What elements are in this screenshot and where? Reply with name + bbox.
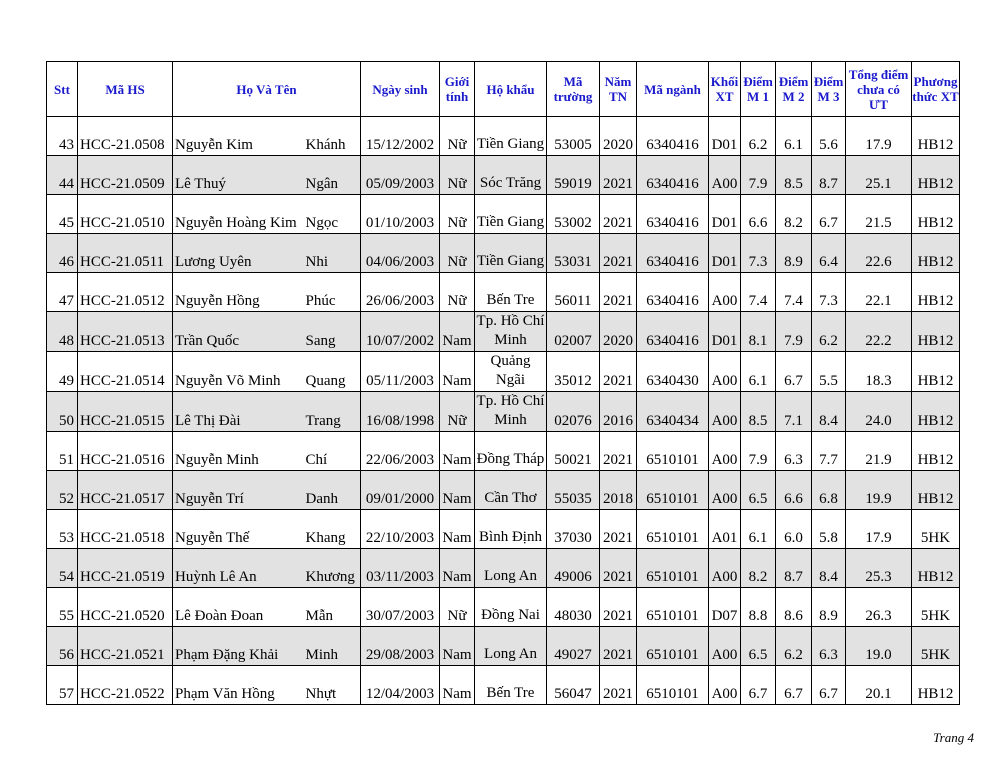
- header-ho-ten: Họ Và Tên: [173, 62, 361, 117]
- cell-ma-hs: HCC-21.0514: [78, 352, 173, 392]
- cell-gioi-tinh: Nữ: [440, 392, 475, 432]
- cell-nam-tn: 2021: [600, 666, 637, 705]
- cell-ho: Nguyễn Hồng: [173, 273, 304, 312]
- cell-ten: Minh: [304, 627, 361, 666]
- cell-diem-m1: 6.2: [741, 117, 776, 156]
- cell-ho: Nguyễn Thế: [173, 510, 304, 549]
- cell-khoi-xt: A00: [709, 666, 741, 705]
- table-row: [47, 588, 960, 627]
- cell-phuong-thuc: 5HK: [912, 510, 960, 549]
- cell-ma-nganh: 6340416: [637, 234, 709, 273]
- cell-ho: Nguyễn Kim: [173, 117, 304, 156]
- cell-khoi-xt: A00: [709, 156, 741, 195]
- cell-ho: Lê Đoàn Đoan: [173, 588, 304, 627]
- cell-stt: 49: [47, 352, 78, 392]
- cell-diem-m3: 8.4: [812, 549, 846, 588]
- cell-diem-m2: 6.7: [776, 666, 812, 705]
- cell-diem-m1: 6.5: [741, 627, 776, 666]
- cell-gioi-tinh: Nam: [440, 510, 475, 549]
- cell-ma-nganh: 6510101: [637, 627, 709, 666]
- cell-ten: Mẫn: [304, 588, 361, 627]
- cell-ma-truong: 55035: [547, 471, 600, 510]
- cell-nam-tn: 2020: [600, 117, 637, 156]
- cell-gioi-tinh: Nữ: [440, 117, 475, 156]
- cell-ten: Sang: [304, 312, 361, 352]
- cell-khoi-xt: A00: [709, 273, 741, 312]
- cell-ten: Ngân: [304, 156, 361, 195]
- cell-tong-diem: 19.9: [846, 471, 912, 510]
- cell-ma-nganh: 6340416: [637, 312, 709, 352]
- cell-tong-diem: 25.3: [846, 549, 912, 588]
- cell-khoi-xt: A00: [709, 392, 741, 432]
- cell-gioi-tinh: Nam: [440, 627, 475, 666]
- cell-diem-m2: 8.9: [776, 234, 812, 273]
- cell-stt: 43: [47, 117, 78, 156]
- table-row: [47, 471, 960, 510]
- table-row: [47, 234, 960, 273]
- cell-ma-nganh: 6510101: [637, 432, 709, 471]
- cell-ma-nganh: 6510101: [637, 510, 709, 549]
- cell-ngay-sinh: 26/06/2003: [361, 273, 440, 312]
- cell-ma-hs: HCC-21.0512: [78, 273, 173, 312]
- cell-ma-truong: 50021: [547, 432, 600, 471]
- cell-stt: 45: [47, 195, 78, 234]
- cell-diem-m1: 7.9: [741, 156, 776, 195]
- cell-diem-m2: 7.4: [776, 273, 812, 312]
- cell-ma-nganh: 6340416: [637, 117, 709, 156]
- cell-phuong-thuc: HB12: [912, 352, 960, 392]
- cell-ho-khau: Bến Tre: [475, 666, 547, 705]
- cell-ho: Lương Uyên: [173, 234, 304, 273]
- cell-ma-truong: 37030: [547, 510, 600, 549]
- cell-ma-hs: HCC-21.0517: [78, 471, 173, 510]
- cell-nam-tn: 2021: [600, 588, 637, 627]
- cell-diem-m2: 8.5: [776, 156, 812, 195]
- cell-nam-tn: 2021: [600, 549, 637, 588]
- cell-khoi-xt: A00: [709, 352, 741, 392]
- cell-phuong-thuc: HB12: [912, 195, 960, 234]
- cell-diem-m2: 8.2: [776, 195, 812, 234]
- cell-ma-truong: 48030: [547, 588, 600, 627]
- header-stt: Stt: [47, 62, 78, 117]
- cell-ho-khau: Long An: [475, 549, 547, 588]
- cell-diem-m1: 6.6: [741, 195, 776, 234]
- cell-ngay-sinh: 03/11/2003: [361, 549, 440, 588]
- cell-stt: 52: [47, 471, 78, 510]
- cell-ma-nganh: 6510101: [637, 549, 709, 588]
- cell-ten: Phúc: [304, 273, 361, 312]
- cell-ma-nganh: 6510101: [637, 666, 709, 705]
- cell-diem-m3: 8.7: [812, 156, 846, 195]
- cell-ngay-sinh: 09/01/2000: [361, 471, 440, 510]
- cell-diem-m3: 6.7: [812, 195, 846, 234]
- cell-ho-khau: Đồng Tháp: [475, 432, 547, 471]
- cell-tong-diem: 17.9: [846, 510, 912, 549]
- cell-gioi-tinh: Nữ: [440, 156, 475, 195]
- cell-ho-khau: Đồng Nai: [475, 588, 547, 627]
- header-tong-diem: Tổng điểm chưa có ƯT: [846, 62, 912, 117]
- cell-ngay-sinh: 16/08/1998: [361, 392, 440, 432]
- cell-phuong-thuc: HB12: [912, 273, 960, 312]
- cell-ten: Quang: [304, 352, 361, 392]
- cell-ma-truong: 53005: [547, 117, 600, 156]
- cell-phuong-thuc: HB12: [912, 117, 960, 156]
- cell-diem-m1: 8.8: [741, 588, 776, 627]
- cell-diem-m1: 6.7: [741, 666, 776, 705]
- cell-tong-diem: 18.3: [846, 352, 912, 392]
- cell-ho: Trần Quốc: [173, 312, 304, 352]
- cell-diem-m3: 6.7: [812, 666, 846, 705]
- cell-gioi-tinh: Nữ: [440, 195, 475, 234]
- cell-stt: 50: [47, 392, 78, 432]
- cell-ma-nganh: 6510101: [637, 588, 709, 627]
- cell-phuong-thuc: HB12: [912, 471, 960, 510]
- cell-phuong-thuc: 5HK: [912, 627, 960, 666]
- cell-nam-tn: 2018: [600, 471, 637, 510]
- cell-stt: 53: [47, 510, 78, 549]
- header-nam-tn: Năm TN: [600, 62, 637, 117]
- cell-gioi-tinh: Nữ: [440, 234, 475, 273]
- cell-diem-m3: 5.5: [812, 352, 846, 392]
- cell-khoi-xt: A00: [709, 549, 741, 588]
- cell-ho: Phạm Văn Hồng: [173, 666, 304, 705]
- header-gioi-tinh: Giới tính: [440, 62, 475, 117]
- cell-ma-truong: 49006: [547, 549, 600, 588]
- cell-diem-m1: 6.5: [741, 471, 776, 510]
- cell-ten: Nhựt: [304, 666, 361, 705]
- cell-phuong-thuc: HB12: [912, 156, 960, 195]
- cell-ngay-sinh: 30/07/2003: [361, 588, 440, 627]
- cell-ma-hs: HCC-21.0510: [78, 195, 173, 234]
- cell-diem-m2: 8.7: [776, 549, 812, 588]
- cell-tong-diem: 26.3: [846, 588, 912, 627]
- cell-ma-truong: 35012: [547, 352, 600, 392]
- header-diem-m1: Điểm M 1: [741, 62, 776, 117]
- cell-diem-m1: 7.3: [741, 234, 776, 273]
- cell-diem-m2: 6.7: [776, 352, 812, 392]
- cell-diem-m3: 6.8: [812, 471, 846, 510]
- cell-khoi-xt: A00: [709, 627, 741, 666]
- cell-ngay-sinh: 05/11/2003: [361, 352, 440, 392]
- cell-diem-m3: 6.2: [812, 312, 846, 352]
- cell-ma-hs: HCC-21.0518: [78, 510, 173, 549]
- cell-diem-m3: 5.6: [812, 117, 846, 156]
- cell-gioi-tinh: Nữ: [440, 588, 475, 627]
- admission-table: [46, 61, 960, 705]
- cell-diem-m3: 5.8: [812, 510, 846, 549]
- cell-ho-khau: Tp. Hồ Chí Minh: [475, 312, 547, 352]
- cell-ma-truong: 49027: [547, 627, 600, 666]
- cell-nam-tn: 2020: [600, 312, 637, 352]
- cell-ten: Khánh: [304, 117, 361, 156]
- cell-khoi-xt: D01: [709, 195, 741, 234]
- cell-ho: Lê Thuý: [173, 156, 304, 195]
- cell-ma-hs: HCC-21.0521: [78, 627, 173, 666]
- cell-diem-m1: 6.1: [741, 510, 776, 549]
- cell-ma-hs: HCC-21.0508: [78, 117, 173, 156]
- header-diem-m3: Điểm M 3: [812, 62, 846, 117]
- cell-diem-m2: 6.0: [776, 510, 812, 549]
- cell-tong-diem: 17.9: [846, 117, 912, 156]
- cell-gioi-tinh: Nam: [440, 312, 475, 352]
- table-row: [47, 510, 960, 549]
- cell-diem-m3: 7.3: [812, 273, 846, 312]
- cell-ten: Khương: [304, 549, 361, 588]
- cell-ma-hs: HCC-21.0515: [78, 392, 173, 432]
- cell-stt: 47: [47, 273, 78, 312]
- table-row: [47, 432, 960, 471]
- header-ngay-sinh: Ngày sinh: [361, 62, 440, 117]
- cell-ma-hs: HCC-21.0513: [78, 312, 173, 352]
- table-row: [47, 627, 960, 666]
- cell-khoi-xt: D01: [709, 117, 741, 156]
- cell-ho-khau: Quảng Ngãi: [475, 352, 547, 392]
- cell-diem-m2: 7.9: [776, 312, 812, 352]
- cell-ma-nganh: 6510101: [637, 471, 709, 510]
- cell-phuong-thuc: 5HK: [912, 588, 960, 627]
- cell-ma-hs: HCC-21.0522: [78, 666, 173, 705]
- cell-ho-khau: Tp. Hồ Chí Minh: [475, 392, 547, 432]
- cell-diem-m2: 7.1: [776, 392, 812, 432]
- cell-diem-m3: 6.3: [812, 627, 846, 666]
- cell-tong-diem: 25.1: [846, 156, 912, 195]
- table-row: [47, 666, 960, 705]
- cell-diem-m3: 8.9: [812, 588, 846, 627]
- cell-diem-m1: 8.5: [741, 392, 776, 432]
- cell-ho: Huỳnh Lê An: [173, 549, 304, 588]
- cell-diem-m3: 7.7: [812, 432, 846, 471]
- cell-ho-khau: Tiền Giang: [475, 234, 547, 273]
- cell-khoi-xt: D01: [709, 312, 741, 352]
- page-number: Trang 4: [933, 730, 974, 745]
- cell-diem-m1: 8.1: [741, 312, 776, 352]
- table-row: [47, 117, 960, 156]
- cell-ho-khau: Cần Thơ: [475, 471, 547, 510]
- cell-stt: 48: [47, 312, 78, 352]
- cell-ten: Chí: [304, 432, 361, 471]
- table-row: [47, 195, 960, 234]
- cell-ma-truong: 56011: [547, 273, 600, 312]
- cell-diem-m1: 7.9: [741, 432, 776, 471]
- cell-diem-m2: 6.2: [776, 627, 812, 666]
- cell-ngay-sinh: 22/06/2003: [361, 432, 440, 471]
- header-khoi-xt: Khối XT: [709, 62, 741, 117]
- cell-ho-khau: Tiền Giang: [475, 195, 547, 234]
- cell-ngay-sinh: 10/07/2002: [361, 312, 440, 352]
- cell-nam-tn: 2021: [600, 156, 637, 195]
- header-ma-hs: Mã HS: [78, 62, 173, 117]
- cell-phuong-thuc: HB12: [912, 312, 960, 352]
- cell-ho-khau: Sóc Trăng: [475, 156, 547, 195]
- cell-ma-nganh: 6340416: [637, 195, 709, 234]
- cell-ma-truong: 02007: [547, 312, 600, 352]
- cell-ten: Khang: [304, 510, 361, 549]
- cell-ngay-sinh: 22/10/2003: [361, 510, 440, 549]
- cell-gioi-tinh: Nam: [440, 471, 475, 510]
- cell-gioi-tinh: Nam: [440, 666, 475, 705]
- cell-diem-m3: 6.4: [812, 234, 846, 273]
- cell-nam-tn: 2021: [600, 627, 637, 666]
- cell-ho: Lê Thị Đài: [173, 392, 304, 432]
- cell-diem-m1: 7.4: [741, 273, 776, 312]
- header-diem-m2: Điểm M 2: [776, 62, 812, 117]
- cell-gioi-tinh: Nữ: [440, 273, 475, 312]
- header-ma-truong: Mã trường: [547, 62, 600, 117]
- cell-ma-nganh: 6340416: [637, 273, 709, 312]
- header-ma-nganh: Mã ngành: [637, 62, 709, 117]
- cell-ho: Phạm Đặng Khải: [173, 627, 304, 666]
- cell-ma-truong: 59019: [547, 156, 600, 195]
- cell-tong-diem: 24.0: [846, 392, 912, 432]
- cell-diem-m2: 6.3: [776, 432, 812, 471]
- cell-diem-m2: 6.6: [776, 471, 812, 510]
- cell-stt: 54: [47, 549, 78, 588]
- cell-phuong-thuc: HB12: [912, 432, 960, 471]
- cell-ten: Ngọc: [304, 195, 361, 234]
- cell-stt: 57: [47, 666, 78, 705]
- cell-ma-hs: HCC-21.0509: [78, 156, 173, 195]
- cell-ngay-sinh: 15/12/2002: [361, 117, 440, 156]
- cell-ma-hs: HCC-21.0511: [78, 234, 173, 273]
- cell-diem-m2: 6.1: [776, 117, 812, 156]
- cell-ten: Nhi: [304, 234, 361, 273]
- header-row: [47, 62, 960, 117]
- student-list-sheet: [46, 61, 960, 705]
- cell-ma-nganh: 6340434: [637, 392, 709, 432]
- cell-stt: 51: [47, 432, 78, 471]
- cell-diem-m1: 6.1: [741, 352, 776, 392]
- cell-ma-hs: HCC-21.0520: [78, 588, 173, 627]
- cell-tong-diem: 19.0: [846, 627, 912, 666]
- cell-diem-m2: 8.6: [776, 588, 812, 627]
- cell-ma-truong: 53031: [547, 234, 600, 273]
- cell-ho: Nguyễn Võ Minh: [173, 352, 304, 392]
- cell-ngay-sinh: 04/06/2003: [361, 234, 440, 273]
- table-body: [47, 117, 960, 705]
- cell-ho: Nguyễn Minh: [173, 432, 304, 471]
- cell-nam-tn: 2021: [600, 195, 637, 234]
- cell-nam-tn: 2021: [600, 352, 637, 392]
- cell-ngay-sinh: 12/04/2003: [361, 666, 440, 705]
- cell-tong-diem: 22.2: [846, 312, 912, 352]
- cell-tong-diem: 21.9: [846, 432, 912, 471]
- cell-ma-truong: 53002: [547, 195, 600, 234]
- cell-phuong-thuc: HB12: [912, 666, 960, 705]
- cell-stt: 56: [47, 627, 78, 666]
- cell-diem-m1: 8.2: [741, 549, 776, 588]
- cell-gioi-tinh: Nam: [440, 549, 475, 588]
- cell-tong-diem: 22.6: [846, 234, 912, 273]
- table-row: [47, 312, 960, 352]
- cell-ngay-sinh: 29/08/2003: [361, 627, 440, 666]
- cell-ma-hs: HCC-21.0519: [78, 549, 173, 588]
- cell-ho-khau: Long An: [475, 627, 547, 666]
- cell-ho-khau: Tiền Giang: [475, 117, 547, 156]
- cell-gioi-tinh: Nam: [440, 432, 475, 471]
- table-row: [47, 549, 960, 588]
- table-row: [47, 392, 960, 432]
- cell-ho-khau: Bình Định: [475, 510, 547, 549]
- cell-ten: Danh: [304, 471, 361, 510]
- cell-ho-khau: Bến Tre: [475, 273, 547, 312]
- cell-stt: 55: [47, 588, 78, 627]
- cell-ma-truong: 56047: [547, 666, 600, 705]
- table-row: [47, 156, 960, 195]
- cell-gioi-tinh: Nam: [440, 352, 475, 392]
- cell-tong-diem: 22.1: [846, 273, 912, 312]
- cell-nam-tn: 2016: [600, 392, 637, 432]
- cell-ten: Trang: [304, 392, 361, 432]
- cell-diem-m3: 8.4: [812, 392, 846, 432]
- cell-phuong-thuc: HB12: [912, 549, 960, 588]
- cell-ho: Nguyễn Trí: [173, 471, 304, 510]
- cell-khoi-xt: A00: [709, 432, 741, 471]
- cell-nam-tn: 2021: [600, 234, 637, 273]
- cell-ngay-sinh: 05/09/2003: [361, 156, 440, 195]
- cell-stt: 46: [47, 234, 78, 273]
- cell-nam-tn: 2021: [600, 273, 637, 312]
- cell-tong-diem: 20.1: [846, 666, 912, 705]
- cell-ma-nganh: 6340430: [637, 352, 709, 392]
- cell-ngay-sinh: 01/10/2003: [361, 195, 440, 234]
- cell-ho: Nguyễn Hoàng Kim: [173, 195, 304, 234]
- cell-stt: 44: [47, 156, 78, 195]
- cell-phuong-thuc: HB12: [912, 392, 960, 432]
- cell-phuong-thuc: HB12: [912, 234, 960, 273]
- cell-ma-truong: 02076: [547, 392, 600, 432]
- cell-ma-nganh: 6340416: [637, 156, 709, 195]
- cell-khoi-xt: A01: [709, 510, 741, 549]
- cell-khoi-xt: A00: [709, 471, 741, 510]
- table-row: [47, 273, 960, 312]
- table-row: [47, 352, 960, 392]
- header-ho-khau: Hộ khẩu: [475, 62, 547, 117]
- cell-tong-diem: 21.5: [846, 195, 912, 234]
- cell-khoi-xt: D07: [709, 588, 741, 627]
- header-phuong-thuc: Phương thức XT: [912, 62, 960, 117]
- cell-ma-hs: HCC-21.0516: [78, 432, 173, 471]
- cell-nam-tn: 2021: [600, 510, 637, 549]
- cell-nam-tn: 2021: [600, 432, 637, 471]
- cell-khoi-xt: D01: [709, 234, 741, 273]
